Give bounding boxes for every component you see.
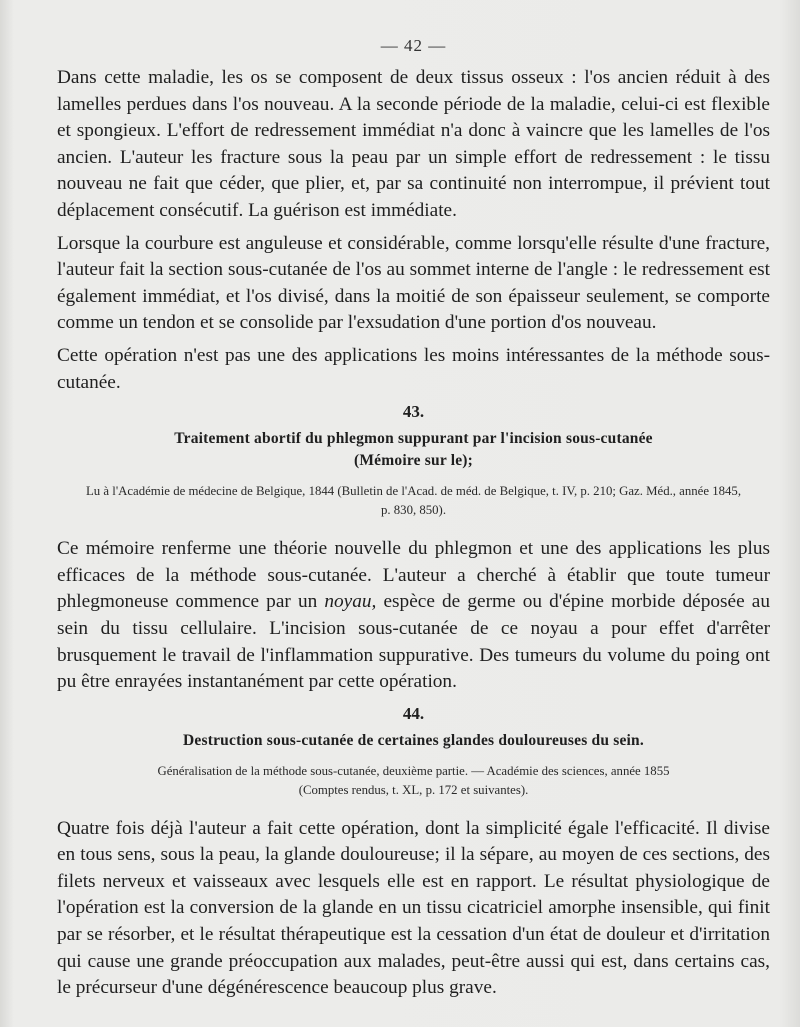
section-43-keyword-noyau: noyau, xyxy=(324,591,377,613)
section-44-citation-line2: (Comptes rendus, t. XL, p. 172 et suivantes). xyxy=(298,782,529,797)
paragraph-operation: Cette opération n'est pas une des applications les moins intéressantes de la méthode sous-cutanée. xyxy=(57,344,770,393)
paragraph-osteite: Dans cette maladie, les os se composent de deux tissus osseux : l'os ancien réduit à des lamelles perdues dans l'os nouveau. A la seconde période de la maladie, celui-ci est flexible et spongieux. L'effort de redressement immédiat n'a donc à vaincre que les lamelles de l'os ancien. L'auteur les fracture sous la peau par un simple effort de redressement : le tissu nouveau ne fait que céder, que plier, et, par sa continuité non interrompue, il prévient tout déplacement consécutif. La guérison est immédiate. xyxy=(57,67,770,221)
section-43 xyxy=(57,402,770,696)
section-43-title xyxy=(57,428,770,472)
section-43-citation xyxy=(57,482,770,520)
section-43-citation-line1: Lu à l'Académie de médecine de Belgique, 1844 (Bulletin de l'Acad. de méd. de Belgique, t. IV, p. 210; Gaz. Méd., année 1845, xyxy=(85,484,742,499)
section-44-title: Destruction sous-cutanée de certaines glandes douloureuses du sein. xyxy=(183,731,644,749)
section-44 xyxy=(57,704,770,1002)
section-44-citation-line1: Généralisation de la méthode sous-cutanée, deuxième partie. — Académie des sciences, année 1855 xyxy=(157,763,670,778)
section-44-paragraph: Quatre fois déjà l'auteur a fait cette opération, dont la simplicité égale l'efficacité. Il divise en tous sens, sous la peau, la glande douloureuse; il la sépare, au moyen de ces sections, des filets nerveux et vaisseaux avec lesquels elle est en rapport. Le résultat physiologique de l'opération est la conversion de la glande en un tissu cicatriciel amorphe insensible, qui finit par se résorber, et le résultat thérapeutique est la cessation d'un état de douleur et d'irritation qui cause une grande préoccupation aux malades, peut-être aussi qui est, dans certains cas, le précurseur d'une dégénérescence beaucoup plus grave. xyxy=(57,817,770,999)
section-43-title-line2: (Mémoire sur le); xyxy=(353,452,474,470)
section-44-citation xyxy=(57,762,770,800)
section-43-paragraph-start: Ce mémoire renferme une théorie nouvelle du phlegmon et une des applications les plus efficaces de la méthode sous-cutanée. L'auteur a cherché à établir que toute tumeur phlegmoneuse commence par un xyxy=(57,538,770,613)
section-43-citation-line2: p. 830, 850). xyxy=(380,503,447,518)
section-44-number: 44. xyxy=(402,703,425,723)
section-43-number: 43. xyxy=(402,402,425,422)
section-43-title-line1: Traitement abortif du phlegmon suppurant par l'incision sous-cutanée xyxy=(174,430,653,448)
paragraph-courbure: Lorsque la courbure est anguleuse et considérable, comme lorsqu'elle résulte d'une fracture, l'auteur fait la section sous-cutanée de l'os au sommet interne de l'angle : le redressement est également immédiat, et l'os divisé, dans la moitié de son épaisseur seulement, se comporte comme un tendon et se consolide par l'exsudation d'une portion d'os nouveau. xyxy=(57,232,770,334)
section-43-paragraph xyxy=(57,536,770,696)
page-number: — 42 — xyxy=(380,36,447,55)
section-43-paragraph-end: espèce de germe ou d'épine morbide déposée au sein du tissu cellulaire. L'incision sous-cutanée de ce noyau a pour effet d'arrêter brusquement le travail de l'inflammation suppurative. Des tumeurs du volume du poing ont pu être enrayées instantanément par cette opération. xyxy=(57,591,770,693)
